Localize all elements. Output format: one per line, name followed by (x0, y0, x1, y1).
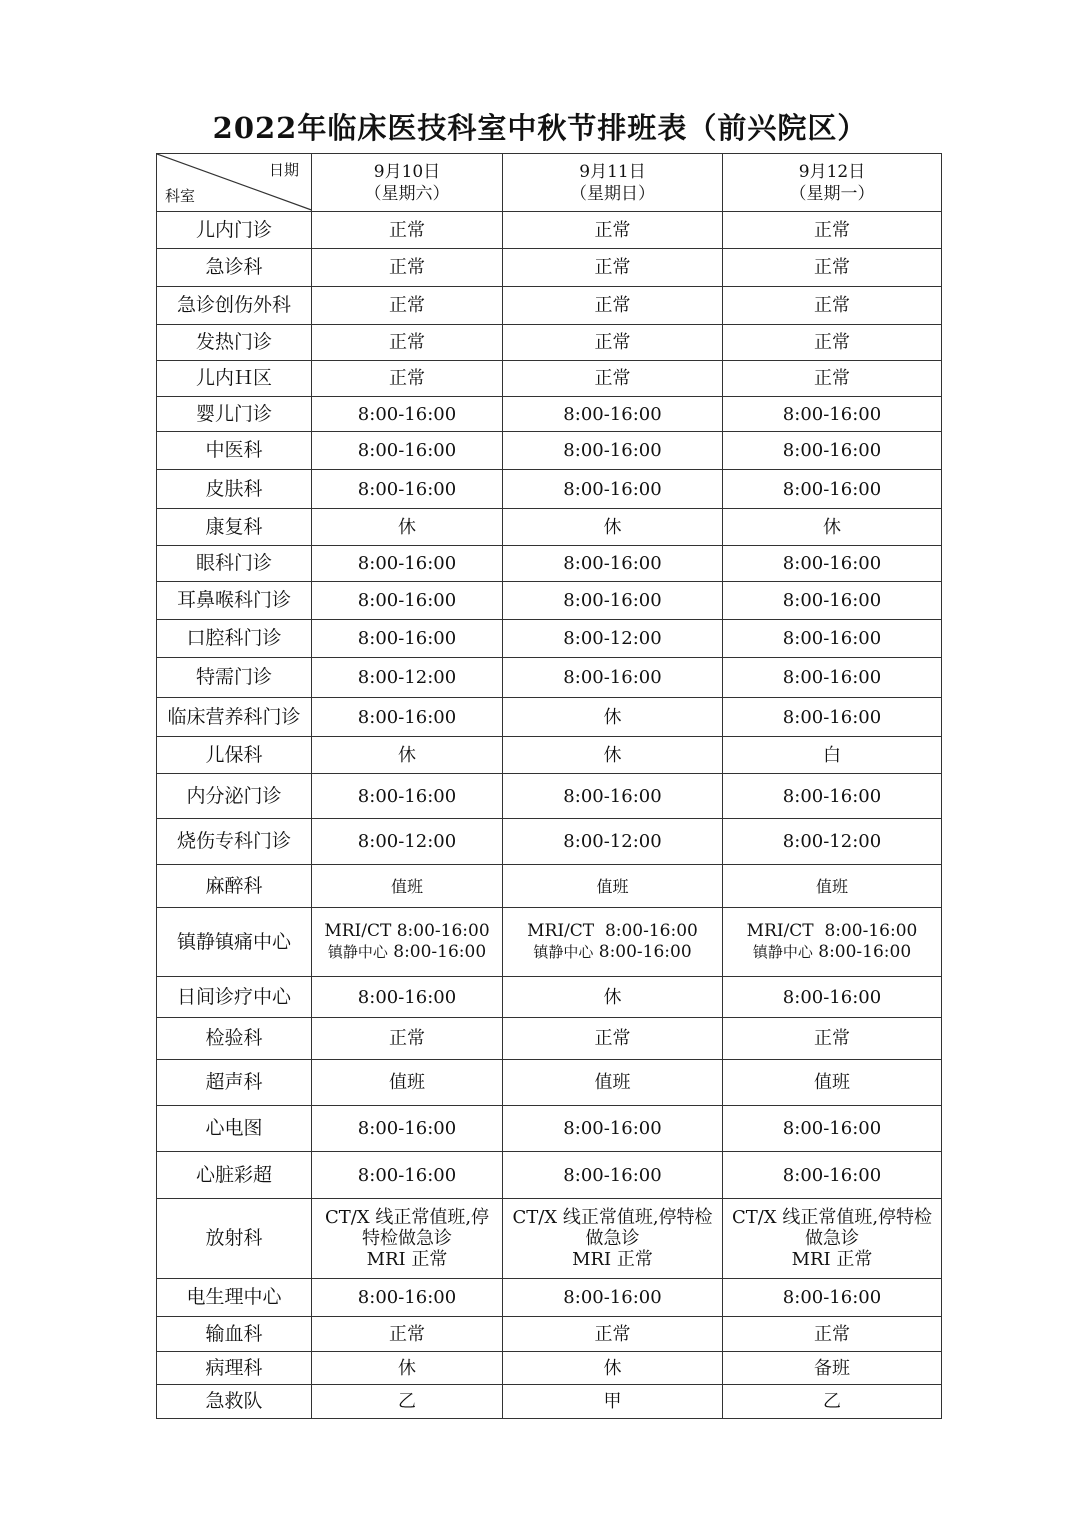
schedule-line-label: 镇静中心 (752, 943, 813, 961)
schedule-cell: 正常 (312, 212, 503, 249)
table-row (157, 1152, 942, 1199)
schedule-line-label: 镇静中心 (327, 943, 388, 961)
dept-cell: 心电图 (157, 1106, 312, 1152)
dept-cell: 内分泌门诊 (157, 774, 312, 819)
schedule-cell: 8:00-12:00 (312, 819, 503, 865)
schedule-cell: 值班 (723, 865, 942, 908)
day-date: 9月10日 (373, 161, 441, 182)
schedule-cell: 乙 (723, 1385, 942, 1419)
schedule-cell: 8:00-12:00 (312, 658, 503, 698)
schedule-cell: 8:00-16:00 (312, 1106, 503, 1152)
schedule-cell: 正常 (723, 249, 942, 287)
schedule-cell: 白 (723, 737, 942, 774)
schedule-cell: 8:00-16:00 (503, 470, 723, 509)
schedule-cell: 值班 (723, 1060, 942, 1106)
schedule-cell: 8:00-12:00 (723, 819, 942, 865)
schedule-cell: 8:00-16:00 (503, 1279, 723, 1317)
schedule-cell: 8:00-16:00 (723, 977, 942, 1018)
dept-cell: 康复科 (157, 509, 312, 546)
day-header (723, 154, 942, 212)
dept-cell: 发热门诊 (157, 325, 312, 361)
table-row (157, 1018, 942, 1060)
schedule-cell: 8:00-16:00 (312, 582, 503, 620)
dept-cell: 儿内Ｈ区 (157, 361, 312, 397)
table-row (157, 1385, 942, 1419)
schedule-line: CT/X 线正常值班,停 (324, 1207, 490, 1228)
schedule-cell: 8:00-16:00 (723, 774, 942, 819)
schedule-cell: 8:00-16:00 (503, 1106, 723, 1152)
dept-cell: 放射科 (157, 1199, 312, 1279)
schedule-line-time: 8:00-16:00 (593, 942, 692, 962)
dept-cell: 儿保科 (157, 737, 312, 774)
schedule-cell: 正常 (312, 1317, 503, 1352)
table-row (157, 212, 942, 249)
schedule-cell: 正常 (503, 249, 723, 287)
dept-cell: 检验科 (157, 1018, 312, 1060)
table-row (157, 620, 942, 658)
schedule-cell: 休 (503, 737, 723, 774)
schedule-cell: 休 (723, 509, 942, 546)
table-row (157, 865, 942, 908)
schedule-line (503, 942, 722, 963)
schedule-cell: 正常 (312, 325, 503, 361)
schedule-cell: 正常 (503, 361, 723, 397)
schedule-cell: 8:00-12:00 (503, 819, 723, 865)
schedule-cell: 8:00-16:00 (312, 698, 503, 737)
table-row (157, 397, 942, 432)
schedule-cell: 正常 (312, 249, 503, 287)
table-row (157, 1317, 942, 1352)
schedule-cell: 8:00-16:00 (723, 1279, 942, 1317)
schedule-line: MRI 正常 (572, 1249, 653, 1270)
table-row (157, 819, 942, 865)
table-row (157, 249, 942, 287)
schedule-cell: 8:00-16:00 (723, 432, 942, 470)
schedule-cell (503, 1199, 723, 1279)
schedule-cell: 8:00-16:00 (312, 470, 503, 509)
dept-cell: 中医科 (157, 432, 312, 470)
day-weekday: （星期一） (789, 183, 875, 204)
schedule-cell: 8:00-16:00 (723, 698, 942, 737)
table-row (157, 698, 942, 737)
schedule-cell: 8:00-16:00 (723, 546, 942, 582)
schedule-cell (312, 1199, 503, 1279)
day-date: 9月12日 (798, 161, 866, 182)
table-row (157, 582, 942, 620)
schedule-cell: 正常 (723, 325, 942, 361)
schedule-cell: 8:00-16:00 (312, 774, 503, 819)
schedule-cell: 值班 (312, 1060, 503, 1106)
schedule-cell (312, 908, 503, 977)
table-row (157, 1352, 942, 1385)
dept-cell: 眼科门诊 (157, 546, 312, 582)
schedule-cell: 8:00-16:00 (503, 1152, 723, 1199)
schedule-cell (723, 1199, 942, 1279)
table-row (157, 361, 942, 397)
schedule-cell: 8:00-16:00 (503, 658, 723, 698)
dept-cell: 耳鼻喉科门诊 (157, 582, 312, 620)
corner-cell (157, 154, 312, 212)
header-row (157, 154, 942, 212)
schedule-line-time: 8:00-16:00 (387, 942, 487, 962)
schedule-line-label: 镇静中心 (533, 943, 594, 961)
dept-cell: 急诊创伤外科 (157, 287, 312, 325)
day-weekday: （星期六） (364, 183, 450, 204)
schedule-cell: 正常 (723, 361, 942, 397)
schedule-cell: 8:00-16:00 (723, 620, 942, 658)
schedule-cell: 8:00-16:00 (312, 620, 503, 658)
day-header (503, 154, 723, 212)
schedule-cell: 8:00-16:00 (503, 432, 723, 470)
dept-cell: 临床营养科门诊 (157, 698, 312, 737)
schedule-line: CT/X 线正常值班,停特检 (731, 1207, 933, 1228)
schedule-cell: 正常 (312, 361, 503, 397)
schedule-line: MRI/CT 8:00-16:00 (324, 921, 490, 941)
table-row (157, 325, 942, 361)
page-title: 2022年临床医技科室中秋节排班表（前兴院区） (212, 111, 868, 145)
schedule-line: MRI 正常 (791, 1249, 873, 1270)
schedule-cell: 8:00-16:00 (312, 1152, 503, 1199)
schedule-cell: 8:00-16:00 (723, 582, 942, 620)
schedule-line: 做急诊 (805, 1228, 859, 1249)
corner-dept-label: 科室 (165, 187, 196, 205)
dept-cell: 特需门诊 (157, 658, 312, 698)
schedule-cell: 休 (312, 509, 503, 546)
schedule-cell: 8:00-16:00 (723, 397, 942, 432)
schedule-cell: 8:00-16:00 (312, 977, 503, 1018)
table-row (157, 432, 942, 470)
dept-cell: 麻醉科 (157, 865, 312, 908)
dept-cell: 电生理中心 (157, 1279, 312, 1317)
schedule-table (156, 153, 942, 1419)
schedule-cell: 8:00-16:00 (723, 1106, 942, 1152)
dept-cell: 镇静镇痛中心 (157, 908, 312, 977)
corner-date-label: 日期 (268, 161, 299, 179)
day-weekday: （星期日） (570, 183, 655, 204)
schedule-line (312, 942, 502, 963)
schedule-line: 做急诊 (585, 1228, 640, 1249)
day-header (312, 154, 503, 212)
schedule-cell: 乙 (312, 1385, 503, 1419)
schedule-cell: 休 (312, 1352, 503, 1385)
dept-cell: 日间诊疗中心 (157, 977, 312, 1018)
table-row (157, 470, 942, 509)
schedule-cell: 8:00-16:00 (503, 546, 723, 582)
schedule-cell: 正常 (503, 212, 723, 249)
dept-cell: 烧伤专科门诊 (157, 819, 312, 865)
schedule-cell: 休 (312, 737, 503, 774)
table-row (157, 546, 942, 582)
day-date: 9月11日 (579, 161, 646, 182)
schedule-cell: 休 (503, 977, 723, 1018)
schedule-cell: 正常 (723, 1317, 942, 1352)
schedule-cell: 休 (503, 1352, 723, 1385)
dept-cell: 输血科 (157, 1317, 312, 1352)
schedule-cell: 8:00-16:00 (503, 774, 723, 819)
schedule-cell: 8:00-16:00 (503, 397, 723, 432)
schedule-cell: 8:00-16:00 (312, 1279, 503, 1317)
dept-cell: 皮肤科 (157, 470, 312, 509)
dept-cell: 急救队 (157, 1385, 312, 1419)
table-row (157, 1106, 942, 1152)
schedule-cell: 正常 (503, 1317, 723, 1352)
table-row (157, 1060, 942, 1106)
schedule-cell: 值班 (312, 865, 503, 908)
schedule-cell: 正常 (723, 1018, 942, 1060)
schedule-cell: 甲 (503, 1385, 723, 1419)
schedule-cell: 正常 (723, 287, 942, 325)
schedule-cell: 正常 (312, 287, 503, 325)
dept-cell: 超声科 (157, 1060, 312, 1106)
schedule-cell: 值班 (503, 865, 723, 908)
schedule-line: 特检做急诊 (362, 1228, 452, 1249)
schedule-cell: 正常 (312, 1018, 503, 1060)
table-row (157, 509, 942, 546)
table-row (157, 658, 942, 698)
schedule-line-time: 8:00-16:00 (812, 942, 912, 962)
schedule-line: MRI/CT 8:00-16:00 (746, 921, 918, 941)
schedule-cell: 正常 (723, 212, 942, 249)
table-row (157, 287, 942, 325)
schedule-line: MRI 正常 (366, 1249, 448, 1270)
schedule-cell: 8:00-16:00 (312, 546, 503, 582)
schedule-cell: 休 (503, 698, 723, 737)
schedule-cell: 8:00-16:00 (723, 470, 942, 509)
table-row (157, 774, 942, 819)
schedule-line (723, 942, 941, 963)
table-row (157, 977, 942, 1018)
table-row (157, 908, 942, 977)
dept-cell: 急诊科 (157, 249, 312, 287)
schedule-line: MRI/CT 8:00-16:00 (527, 921, 698, 941)
schedule-cell: 值班 (503, 1060, 723, 1106)
dept-cell: 病理科 (157, 1352, 312, 1385)
schedule-cell: 8:00-16:00 (723, 1152, 942, 1199)
schedule-cell: 8:00-16:00 (312, 432, 503, 470)
dept-cell: 婴儿门诊 (157, 397, 312, 432)
schedule-cell: 正常 (503, 1018, 723, 1060)
schedule-cell: 8:00-16:00 (723, 658, 942, 698)
schedule-cell: 备班 (723, 1352, 942, 1385)
table-row (157, 737, 942, 774)
schedule-cell: 8:00-12:00 (503, 620, 723, 658)
schedule-cell: 8:00-16:00 (503, 582, 723, 620)
table-row (157, 1199, 942, 1279)
dept-cell: 口腔科门诊 (157, 620, 312, 658)
schedule-cell: 正常 (503, 287, 723, 325)
dept-cell: 儿内门诊 (157, 212, 312, 249)
table-row (157, 1279, 942, 1317)
schedule-line: CT/X 线正常值班,停特检 (512, 1207, 713, 1228)
schedule-cell (503, 908, 723, 977)
schedule-cell: 休 (503, 509, 723, 546)
schedule-cell: 正常 (503, 325, 723, 361)
dept-cell: 心脏彩超 (157, 1152, 312, 1199)
schedule-cell (723, 908, 942, 977)
schedule-cell: 8:00-16:00 (312, 397, 503, 432)
